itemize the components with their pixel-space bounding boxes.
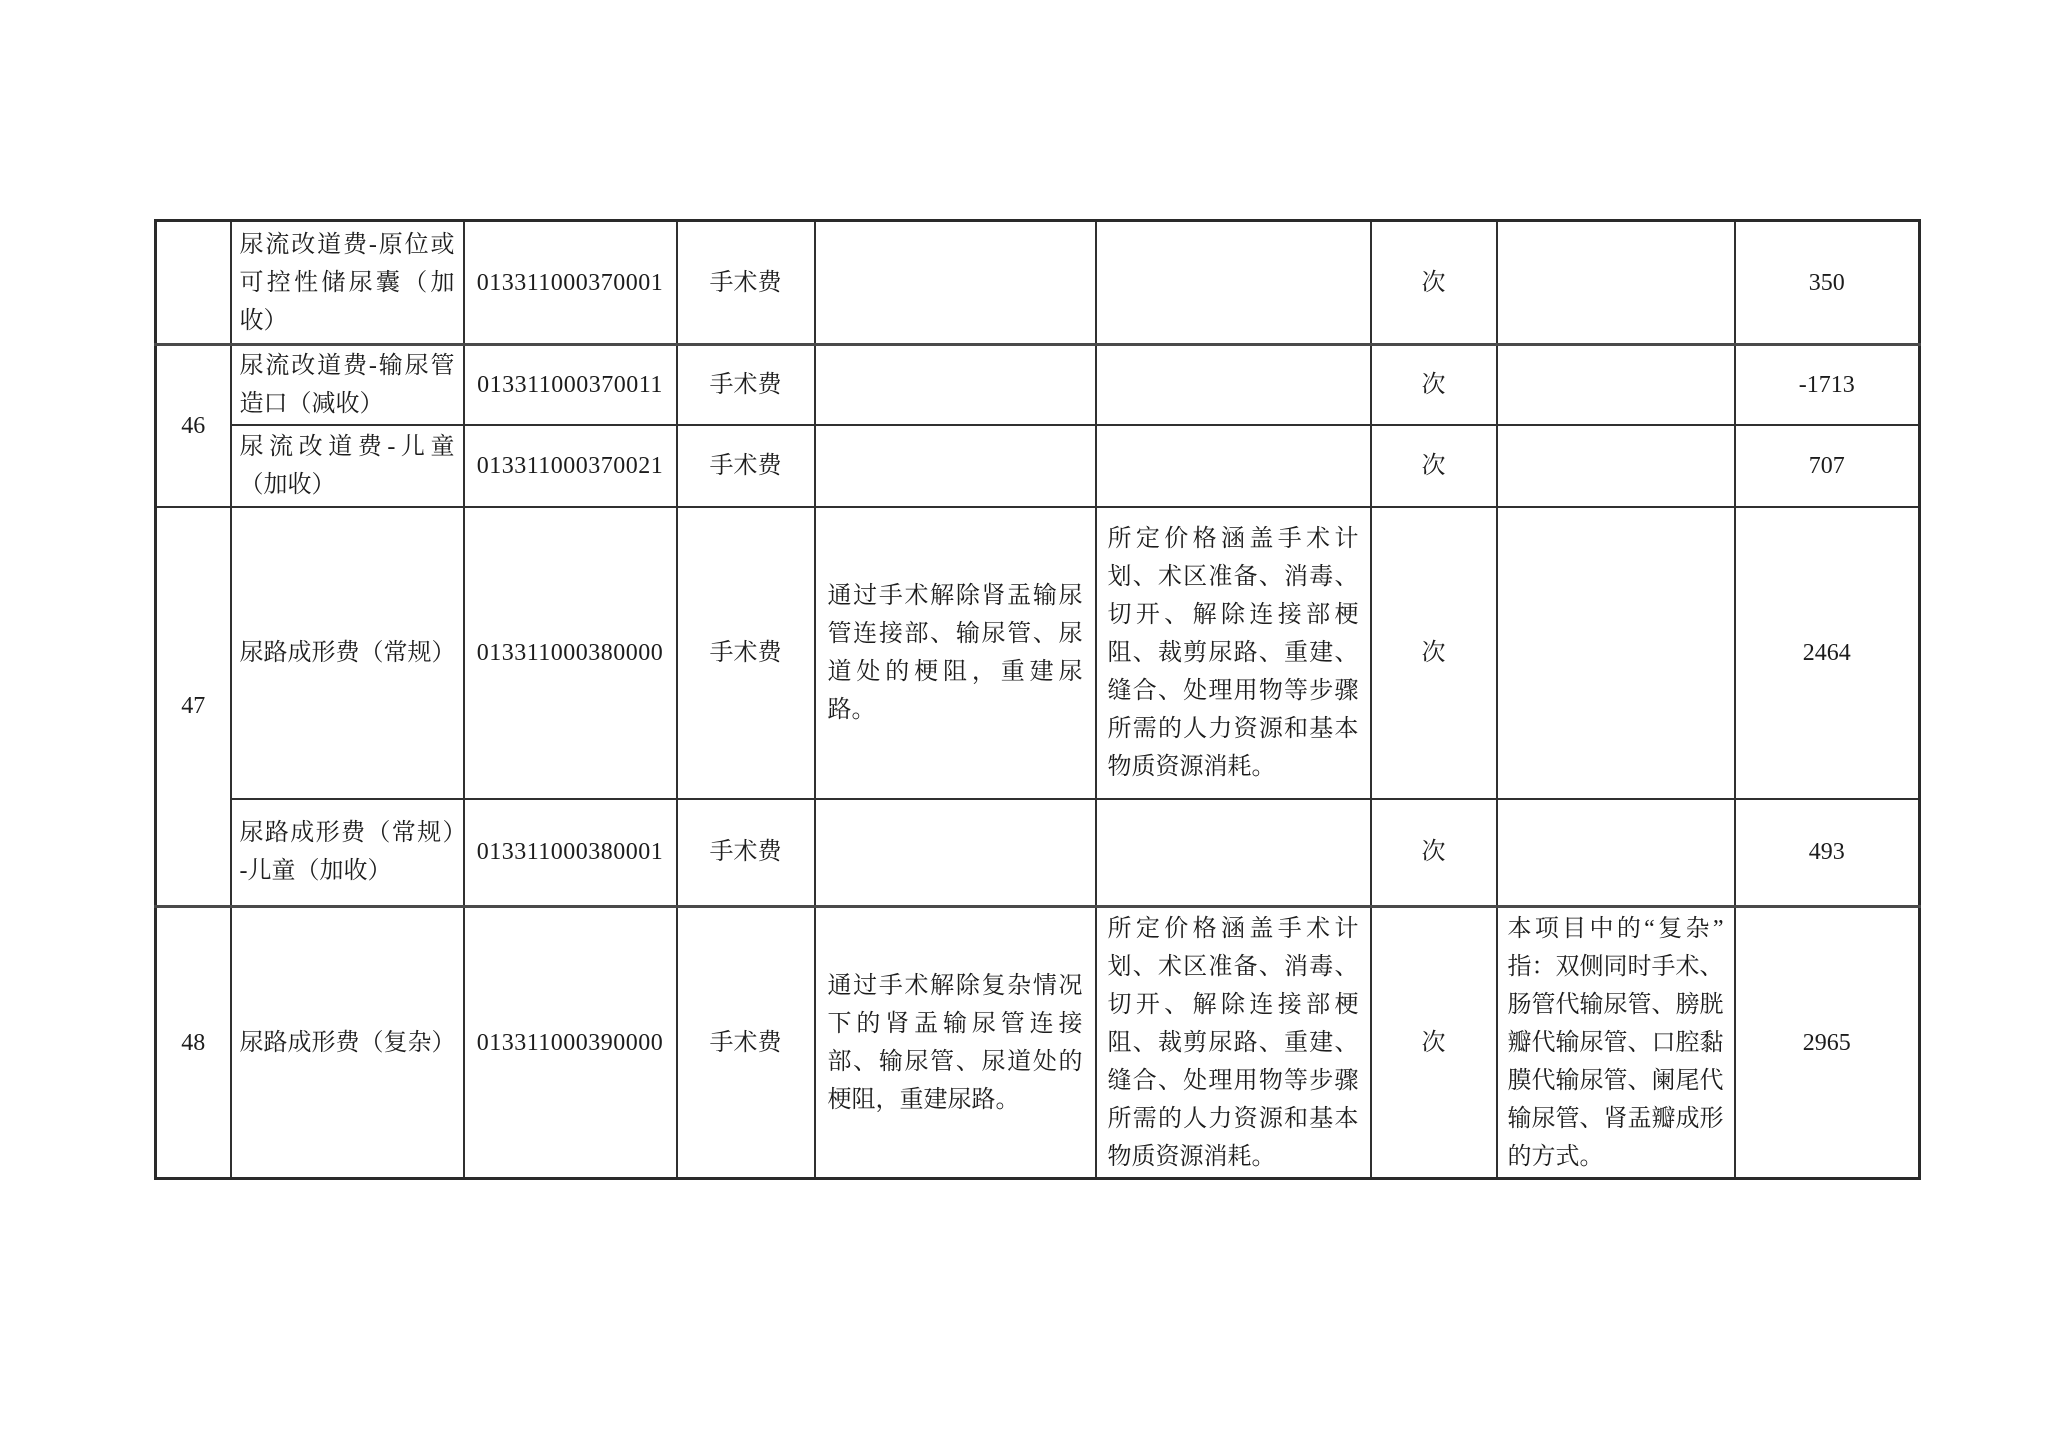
price-scope-cell xyxy=(1096,799,1371,907)
item-code-cell: 013311000370021 xyxy=(464,425,677,507)
table-row xyxy=(156,221,1920,345)
note-cell: 本项目中的“复杂”指：双侧同时手术、肠管代输尿管、膀胱瓣代输尿管、口腔黏膜代输尿管、阑尾代输尿管、肾盂瓣成形的方式。 xyxy=(1497,907,1735,1179)
item-code-cell: 013311000380000 xyxy=(464,507,677,799)
description-cell xyxy=(815,345,1096,425)
fee-category-cell: 手术费 xyxy=(677,221,815,345)
price-scope-cell: 所定价格涵盖手术计划、术区准备、消毒、切开、解除连接部梗阻、裁剪尿路、重建、缝合、处理用物等步骤所需的人力资源和基本物质资源消耗。 xyxy=(1096,907,1371,1179)
table-row xyxy=(156,507,1920,799)
description-cell xyxy=(815,799,1096,907)
item-code-cell: 013311000390000 xyxy=(464,907,677,1179)
note-cell xyxy=(1497,345,1735,425)
price-cell: -1713 xyxy=(1735,345,1920,425)
item-name-cell: 尿流改道费-输尿管造口（减收） xyxy=(231,345,464,425)
fee-category-cell: 手术费 xyxy=(677,507,815,799)
fee-category-cell: 手术费 xyxy=(677,907,815,1179)
row-number-cell xyxy=(156,221,231,345)
unit-cell: 次 xyxy=(1371,345,1497,425)
table-row xyxy=(156,345,1920,425)
price-cell: 350 xyxy=(1735,221,1920,345)
item-name-cell: 尿流改道费-原位或可控性储尿囊（加收） xyxy=(231,221,464,345)
note-cell xyxy=(1497,799,1735,907)
row-number-cell: 47 xyxy=(156,507,231,907)
item-name-cell: 尿流改道费-儿童（加收） xyxy=(231,425,464,507)
unit-cell: 次 xyxy=(1371,507,1497,799)
note-cell xyxy=(1497,221,1735,345)
fee-category-cell: 手术费 xyxy=(677,425,815,507)
item-name-cell: 尿路成形费（常规）-儿童（加收） xyxy=(231,799,464,907)
price-scope-cell xyxy=(1096,221,1371,345)
description-cell: 通过手术解除复杂情况下的肾盂输尿管连接部、输尿管、尿道处的梗阻，重建尿路。 xyxy=(815,907,1096,1179)
table-row xyxy=(156,425,1920,507)
price-cell: 493 xyxy=(1735,799,1920,907)
row-number-cell: 46 xyxy=(156,345,231,507)
description-cell xyxy=(815,221,1096,345)
price-cell: 707 xyxy=(1735,425,1920,507)
unit-cell: 次 xyxy=(1371,425,1497,507)
price-scope-cell xyxy=(1096,345,1371,425)
note-cell xyxy=(1497,507,1735,799)
item-code-cell: 013311000370011 xyxy=(464,345,677,425)
fee-category-cell: 手术费 xyxy=(677,345,815,425)
unit-cell: 次 xyxy=(1371,907,1497,1179)
description-cell: 通过手术解除肾盂输尿管连接部、输尿管、尿道处的梗阻，重建尿路。 xyxy=(815,507,1096,799)
price-scope-cell: 所定价格涵盖手术计划、术区准备、消毒、切开、解除连接部梗阻、裁剪尿路、重建、缝合、处理用物等步骤所需的人力资源和基本物质资源消耗。 xyxy=(1096,507,1371,799)
item-code-cell: 013311000380001 xyxy=(464,799,677,907)
item-code-cell: 013311000370001 xyxy=(464,221,677,345)
table-row xyxy=(156,799,1920,907)
unit-cell: 次 xyxy=(1371,221,1497,345)
item-name-cell: 尿路成形费（复杂） xyxy=(231,907,464,1179)
unit-cell: 次 xyxy=(1371,799,1497,907)
row-number-cell: 48 xyxy=(156,907,231,1179)
price-cell: 2464 xyxy=(1735,507,1920,799)
fee-category-cell: 手术费 xyxy=(677,799,815,907)
description-cell xyxy=(815,425,1096,507)
item-name-cell: 尿路成形费（常规） xyxy=(231,507,464,799)
table-row xyxy=(156,907,1920,1179)
price-cell: 2965 xyxy=(1735,907,1920,1179)
price-scope-cell xyxy=(1096,425,1371,507)
note-cell xyxy=(1497,425,1735,507)
fee-schedule-table xyxy=(154,219,1921,1180)
